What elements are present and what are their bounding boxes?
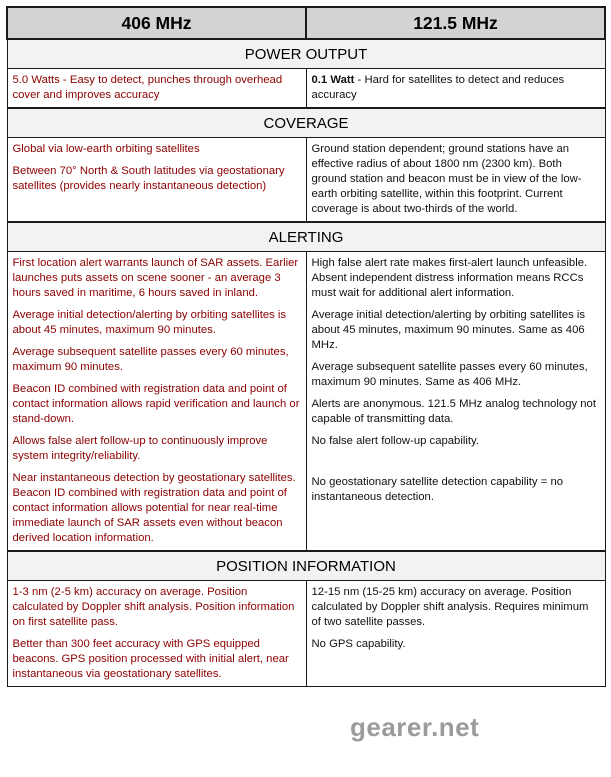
section-title-position: POSITION INFORMATION <box>7 551 605 581</box>
table-row <box>7 581 605 687</box>
alerting-121-text: Average subsequent satellite passes every 60 minutes, maximum 90 minutes. Same as 406 MHz. <box>311 361 588 388</box>
power-121-text <box>312 73 600 103</box>
table-row <box>7 138 605 223</box>
power-406-cell <box>7 69 306 109</box>
comparison-table <box>6 6 606 687</box>
alerting-406-cell <box>7 252 306 552</box>
alerting-121-text: No geostationary satellite detection capability = no instantaneous detection. <box>311 476 564 503</box>
coverage-121-cell <box>306 138 605 223</box>
table-row <box>7 252 605 552</box>
section-row <box>7 39 605 69</box>
section-row <box>7 222 605 252</box>
position-121-text: 12-15 nm (15-25 km) accuracy on average. Position calculated by Doppler shift analysis. Requires minimum of two satellite passes. <box>311 586 589 628</box>
alerting-406-text: Average subsequent satellite passes every 60 minutes, maximum 90 minutes. <box>12 346 289 373</box>
power-406-text: 5.0 Watts - Easy to detect, punches through overhead cover and improves accuracy <box>12 74 283 101</box>
position-406-text: 1-3 nm (2-5 km) accuracy on average. Position calculated by Doppler shift analysis. Position information on first satellite pass. <box>12 586 295 628</box>
alerting-121-text: High false alert rate makes first-alert launch unfeasible. Absent independent distress information means RCCs must wait for additional alert information. <box>311 257 588 299</box>
alerting-406-text: Near instantaneous detection by geostationary satellites. Beacon ID combined with registration data and point of contact information allows potential for near real-time immediate launch of SAR assets even without beacon derived location information. <box>12 472 296 544</box>
header-121: 121.5 MHz <box>306 7 605 39</box>
alerting-406-text: Allows false alert follow-up to continuously improve system integrity/reliability. <box>12 435 268 462</box>
watermark: gearer.net <box>350 712 480 742</box>
power-121-cell <box>306 69 605 109</box>
position-121-text: No GPS capability. <box>311 638 406 650</box>
alerting-406-text: Beacon ID combined with registration data and point of contact information allows rapid verification and launch or stand-down. <box>12 383 300 425</box>
alerting-406-text: First location alert warrants launch of SAR assets. Earlier launches puts assets on scene sooner - an average 3 hours saved in maritime, 6 hours saved in inland. <box>12 257 299 299</box>
coverage-406-text: Between 70° North & South latitudes via geostationary satellites (provides nearly instantaneous detection) <box>12 165 285 192</box>
alerting-406-text: Average initial detection/alerting by orbiting satellites is about 45 minutes, maximum 90 minutes. <box>12 309 287 336</box>
coverage-406-cell <box>7 138 306 223</box>
section-title-coverage: COVERAGE <box>7 108 605 138</box>
header-row <box>7 7 605 39</box>
power-121-rest: - Hard for satellites to detect and reduces accuracy <box>311 74 565 101</box>
power-121-bold: 0.1 Watt <box>311 74 355 86</box>
alerting-121-text: Alerts are anonymous. 121.5 MHz analog technology not capable of transmitting data. <box>311 398 596 425</box>
alerting-121-text: Average initial detection/alerting by orbiting satellites is about 45 minutes, maximum 90 minutes. Same as 406 MHz. <box>311 309 586 351</box>
coverage-121-text: Ground station dependent; ground stations have an effective radius of about 1800 nm (2300 km). Both ground station and beacon must be in view of the low-earth orbiting satellite, within this footprint. Current coverage is about two-thirds of the world. <box>311 143 582 215</box>
position-406-cell <box>7 581 306 687</box>
header-406: 406 MHz <box>7 7 306 39</box>
section-title-power: POWER OUTPUT <box>7 39 605 69</box>
position-406-text: Better than 300 feet accuracy with GPS equipped beacons. GPS position processed with initial alert, near instantaneous via geostationary satellites. <box>12 638 289 680</box>
position-121-cell <box>306 581 605 687</box>
alerting-121-text: No false alert follow-up capability. <box>311 435 479 447</box>
coverage-406-text: Global via low-earth orbiting satellites <box>12 143 200 155</box>
alerting-121-cell <box>306 252 605 552</box>
section-row <box>7 108 605 138</box>
section-title-alerting: ALERTING <box>7 222 605 252</box>
table-row <box>7 69 605 109</box>
section-row <box>7 551 605 581</box>
